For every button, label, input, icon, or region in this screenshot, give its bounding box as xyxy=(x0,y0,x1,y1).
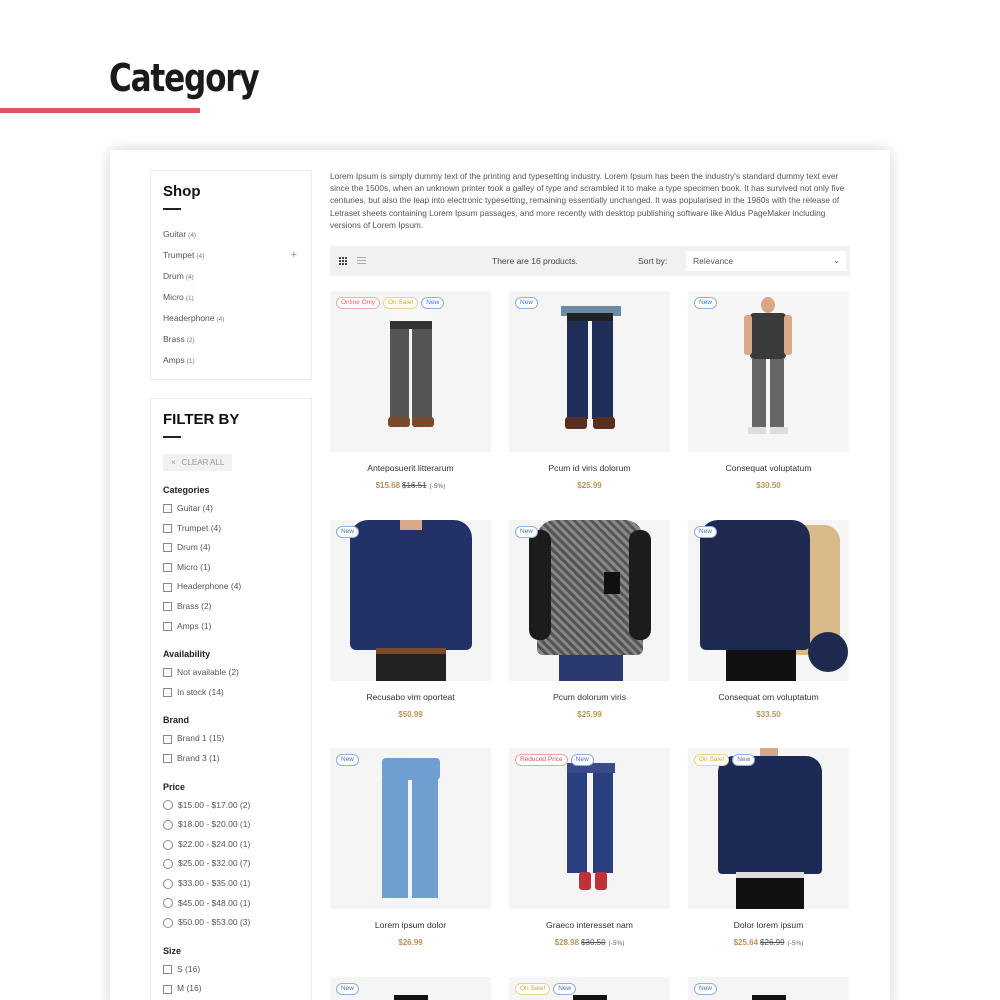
product-image[interactable] xyxy=(509,291,670,452)
product-badges xyxy=(694,754,755,766)
shop-category-item[interactable] xyxy=(163,224,299,245)
product-image[interactable] xyxy=(688,977,849,1000)
product-name[interactable]: Anteposuerit litterarum xyxy=(367,463,454,473)
facet-option[interactable] xyxy=(163,979,299,999)
list-icon[interactable] xyxy=(357,257,366,265)
facet-option[interactable] xyxy=(163,519,299,539)
product-badges xyxy=(694,297,717,309)
product-price: $33.50 xyxy=(756,710,781,719)
product-badges xyxy=(336,983,359,995)
facet-option[interactable] xyxy=(163,874,299,894)
checkbox[interactable] xyxy=(163,754,172,763)
radio-button[interactable] xyxy=(163,800,173,810)
product-old-price: $30.50 xyxy=(581,938,606,947)
facet-option[interactable] xyxy=(163,617,299,637)
product-price-row xyxy=(509,710,670,719)
shop-category-count: (4) xyxy=(216,316,225,323)
filter-sidebar xyxy=(150,398,312,1000)
shop-category-count: (4) xyxy=(185,274,194,281)
facet-option[interactable] xyxy=(163,683,299,703)
facet-option-label: Brand 3 (1) xyxy=(177,752,220,763)
radio-button[interactable] xyxy=(163,840,173,850)
product-badges xyxy=(336,754,359,766)
product-image[interactable] xyxy=(330,977,491,1000)
facet-option[interactable] xyxy=(163,577,299,597)
product-badge: New xyxy=(421,297,444,309)
facet-option-label: S (16) xyxy=(177,963,201,974)
product-price: $30.50 xyxy=(756,481,781,490)
product-name[interactable]: Consequat voluptatum xyxy=(725,463,812,473)
product-price-row xyxy=(509,938,670,947)
facet-option[interactable] xyxy=(163,749,299,769)
shop-category-item[interactable] xyxy=(163,350,299,371)
checkbox[interactable] xyxy=(163,602,172,611)
product-card[interactable] xyxy=(688,977,849,1000)
product-badge: New xyxy=(571,754,594,766)
category-card xyxy=(110,150,890,1000)
facet-option-label: M (16) xyxy=(177,983,202,994)
chevron-down-icon: ⌄ xyxy=(833,256,840,265)
shop-category-item[interactable] xyxy=(163,329,299,350)
facet-option[interactable] xyxy=(163,835,299,855)
radio-button[interactable] xyxy=(163,898,173,908)
facet-spacer xyxy=(163,933,299,942)
product-badges xyxy=(515,297,538,309)
shop-category-label: Micro xyxy=(163,292,184,302)
product-price-row xyxy=(688,481,849,490)
shop-category-count: (4) xyxy=(196,253,205,260)
checkbox[interactable] xyxy=(163,563,172,572)
product-count: There are 16 products. xyxy=(492,256,578,266)
facet-spacer xyxy=(163,702,299,711)
checkbox[interactable] xyxy=(163,543,172,552)
checkbox[interactable] xyxy=(163,668,172,677)
shop-category-count: (4) xyxy=(188,232,197,239)
facet-title: Categories xyxy=(163,485,210,495)
product-badges xyxy=(694,526,717,538)
product-image[interactable] xyxy=(688,520,849,681)
product-discount: (-5%) xyxy=(608,940,625,947)
checkbox[interactable] xyxy=(163,524,172,533)
facet-option[interactable] xyxy=(163,815,299,835)
product-card[interactable] xyxy=(509,977,670,1000)
product-discount: (-5%) xyxy=(787,940,804,947)
product-price-row xyxy=(330,710,491,719)
shop-sidebar xyxy=(150,170,312,380)
product-image[interactable] xyxy=(330,748,491,909)
shop-category-count: (1) xyxy=(186,358,195,365)
facet-option-label: Brand 1 (15) xyxy=(177,733,225,744)
sort-value: Relevance xyxy=(693,256,734,266)
facet-option[interactable] xyxy=(163,960,299,980)
product-price: $28.98 xyxy=(554,938,580,947)
product-badges xyxy=(515,526,538,538)
shop-category-item[interactable] xyxy=(163,308,299,329)
facet-spacer xyxy=(163,636,299,645)
facet-option[interactable] xyxy=(163,538,299,558)
product-badge: New xyxy=(694,297,717,309)
product-badge: On Sale! xyxy=(383,297,418,309)
facet-option[interactable] xyxy=(163,854,299,874)
facet-option-label: Trumpet (4) xyxy=(177,522,222,533)
product-price: $26.99 xyxy=(398,938,423,947)
sort-select[interactable] xyxy=(686,251,846,271)
product-card[interactable] xyxy=(330,291,491,490)
facet-option[interactable] xyxy=(163,663,299,683)
facet-option[interactable] xyxy=(163,499,299,519)
product-badge: On Sale! xyxy=(694,754,729,766)
close-icon: × xyxy=(171,458,176,467)
facet-option-label: $22.00 - $24.00 (1) xyxy=(178,838,251,849)
clear-all-button[interactable] xyxy=(163,454,232,471)
product-image[interactable] xyxy=(688,291,849,452)
product-card[interactable] xyxy=(330,520,491,719)
product-name[interactable]: Graeco interesset nam xyxy=(546,920,633,930)
facet-option-label: Amps (1) xyxy=(177,620,212,631)
shop-category-item[interactable] xyxy=(163,245,299,266)
product-name[interactable]: Recusabo vim oporteat xyxy=(366,692,455,702)
shop-category-label: Brass xyxy=(163,334,185,344)
product-badge: New xyxy=(336,526,359,538)
shop-title: Shop xyxy=(163,183,201,200)
product-card[interactable] xyxy=(688,748,849,947)
product-card[interactable] xyxy=(509,520,670,719)
product-badge: New xyxy=(553,983,576,995)
facet-option-label: In stock (14) xyxy=(177,686,224,697)
product-badges xyxy=(515,754,594,766)
checkbox[interactable] xyxy=(163,622,172,631)
product-discount: (-5%) xyxy=(429,483,446,490)
product-image[interactable] xyxy=(509,520,670,681)
shop-category-list xyxy=(163,224,299,371)
product-badges xyxy=(336,297,444,309)
facet-option-label: $33.00 - $35.00 (1) xyxy=(178,877,251,888)
product-badge: New xyxy=(336,983,359,995)
shop-category-count: (1) xyxy=(185,295,194,302)
checkbox[interactable] xyxy=(163,583,172,592)
product-card[interactable] xyxy=(688,291,849,490)
checkbox[interactable] xyxy=(163,688,172,697)
product-card[interactable] xyxy=(509,748,670,947)
product-old-price: $26.99 xyxy=(760,938,785,947)
category-description: Lorem Ipsum is simply dummy text of the printing and typesetting industry. Lorem Ipsum has been the industry's standard dummy text ever since the 1500s, when an unknown printer took a galley of type and scrambled it to make a type specimen book. It has survived not only five centuries, but also the leap into electronic typesetting, remaining essentially unchanged. It was popularised in the 1960s with the release of Letraset sheets containing Lorem Ipsum passages, and more recently with desktop publishing software like Aldus PageMaker including versions of Lorem Ipsum. xyxy=(330,171,845,230)
product-image[interactable] xyxy=(509,977,670,1000)
checkbox[interactable] xyxy=(163,965,172,974)
checkbox[interactable] xyxy=(163,735,172,744)
product-price: $15.68 xyxy=(375,481,401,490)
facet-option[interactable] xyxy=(163,597,299,617)
radio-button[interactable] xyxy=(163,918,173,928)
product-image[interactable] xyxy=(330,291,491,452)
facet-option[interactable] xyxy=(163,796,299,816)
product-toolbar xyxy=(330,246,850,276)
product-price: $25.64 xyxy=(733,938,759,947)
shop-category-item[interactable] xyxy=(163,287,299,308)
shop-category-count: (2) xyxy=(186,337,195,344)
radio-button[interactable] xyxy=(163,820,173,830)
facet-option-label: Brass (2) xyxy=(177,600,212,611)
shop-category-label: Drum xyxy=(163,271,184,281)
product-badge: On Sale! xyxy=(515,983,550,995)
product-image[interactable] xyxy=(330,520,491,681)
page-title: Category xyxy=(109,56,259,100)
facet-option-label: Headerphone (4) xyxy=(177,581,242,592)
facet-title: Price xyxy=(163,781,186,792)
facet-option-label: $25.00 - $32.00 (7) xyxy=(178,858,251,869)
product-badge: New xyxy=(515,526,538,538)
product-name[interactable]: Pcum id viris dolorum xyxy=(548,463,631,473)
facet-option-label: $18.00 - $20.00 (1) xyxy=(178,819,251,830)
shop-category-label: Amps xyxy=(163,355,185,365)
facet-option[interactable] xyxy=(163,913,299,933)
facet-option[interactable] xyxy=(163,729,299,749)
facet-list xyxy=(163,485,299,1000)
product-badges xyxy=(694,983,717,995)
facet-option-label: Guitar (4) xyxy=(177,503,213,513)
facet-title: Size xyxy=(163,945,182,956)
shop-title-underline xyxy=(163,208,181,210)
facet-option-label: Not available (2) xyxy=(177,667,239,678)
product-price-row xyxy=(688,710,849,719)
product-name[interactable]: Dolor lorem ipsum xyxy=(733,920,804,930)
facet-spacer xyxy=(163,769,299,778)
facet-title: Availability xyxy=(163,649,211,660)
radio-button[interactable] xyxy=(163,859,173,869)
product-price-row xyxy=(688,938,849,947)
product-price-row xyxy=(330,938,491,947)
product-badges xyxy=(336,526,359,538)
product-name[interactable]: Pcum dolorum viris xyxy=(552,692,627,702)
product-badge: New xyxy=(336,754,359,766)
plus-icon[interactable]: + xyxy=(290,249,297,261)
product-image[interactable] xyxy=(688,748,849,909)
product-card[interactable] xyxy=(330,748,491,947)
shop-category-item[interactable] xyxy=(163,266,299,287)
facet-option-label: $45.00 - $48.00 (1) xyxy=(178,897,251,908)
shop-category-label: Guitar xyxy=(163,229,187,239)
product-price: $25.99 xyxy=(577,710,602,719)
facet-option-label: Drum (4) xyxy=(177,542,211,553)
facet-option-label: Micro (1) xyxy=(177,561,211,572)
checkbox[interactable] xyxy=(163,504,172,513)
product-price: $50.99 xyxy=(398,710,423,719)
product-price-row xyxy=(330,481,491,490)
clear-all-label: CLEAR ALL xyxy=(181,458,225,467)
facet-option-label: $15.00 - $17.00 (2) xyxy=(178,799,251,810)
product-name[interactable]: Consequat om voluptatum xyxy=(718,692,819,702)
product-image[interactable] xyxy=(509,748,670,909)
checkbox[interactable] xyxy=(163,985,172,994)
shop-category-label: Headerphone xyxy=(163,313,215,323)
product-card[interactable] xyxy=(509,291,670,490)
product-card[interactable] xyxy=(330,977,491,1000)
product-price: $25.99 xyxy=(577,481,602,490)
grid-icon[interactable] xyxy=(339,257,348,265)
product-badges xyxy=(515,983,576,995)
filter-title: FILTER BY xyxy=(163,411,240,428)
product-badge: Online Only xyxy=(336,297,380,309)
product-badge: Reduced Price xyxy=(515,754,568,766)
product-badge: New xyxy=(694,983,717,995)
facet-option[interactable] xyxy=(163,558,299,578)
facet-option[interactable] xyxy=(163,894,299,914)
product-card[interactable] xyxy=(688,520,849,719)
product-badge: New xyxy=(694,526,717,538)
facet-title: Brand xyxy=(163,715,190,726)
product-price-row xyxy=(509,481,670,490)
sort-label: Sort by: xyxy=(638,256,668,266)
radio-button[interactable] xyxy=(163,879,173,889)
facet-option-label: $50.00 - $53.00 (3) xyxy=(178,917,251,928)
product-name[interactable]: Lorem ipsum dolor xyxy=(374,920,447,930)
product-badge: New xyxy=(732,754,755,766)
shop-category-label: Trumpet xyxy=(163,250,195,260)
filter-title-underline xyxy=(163,436,181,438)
title-underline xyxy=(0,108,200,113)
product-old-price: $16.51 xyxy=(402,481,427,490)
product-badge: New xyxy=(515,297,538,309)
